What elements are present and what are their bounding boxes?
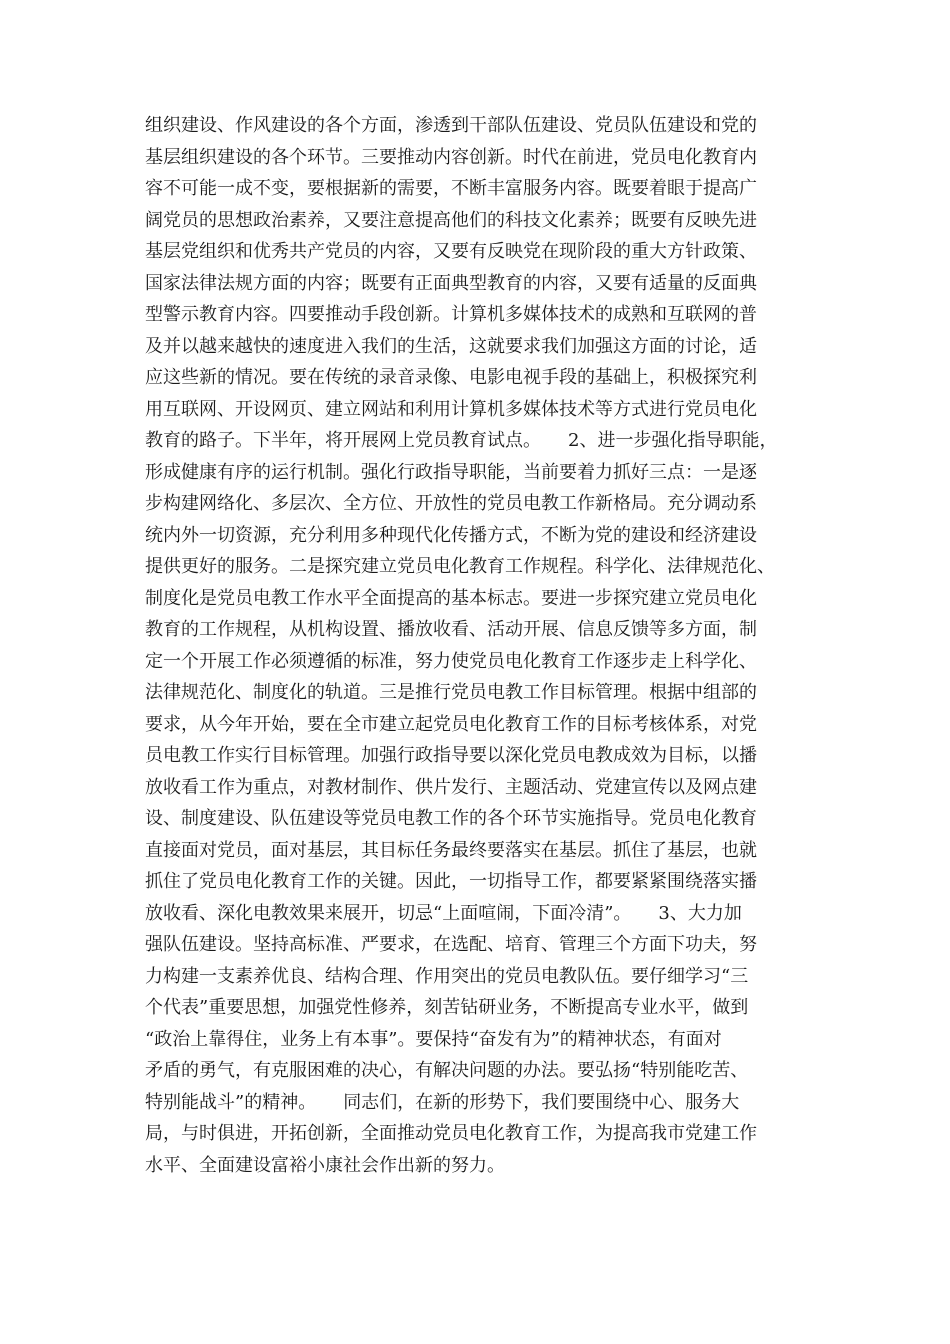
text-line: 提供更好的服务。二是探究建立党员电化教育工作规程。科学化、法律规范化、: [145, 556, 775, 577]
text-line: 应这些新的情况。要在传统的录音录像、电影电视手段的基础上，积极探究利: [145, 367, 757, 388]
text-line: 法律规范化、制度化的轨道。三是推行党员电教工作目标管理。根据中组部的: [145, 682, 757, 703]
text-line: 国家法律法规方面的内容；既要有正面典型教育的内容，又要有适量的反面典: [145, 272, 757, 294]
text-line: “政治上靠得住，业务上有本事”。要保持“奋发有为”的精神状态，有面对: [145, 1028, 722, 1050]
text-line: 用互联网、开设网页、建立网站和利用计算机多媒体技术等方式进行党员电化: [145, 398, 757, 420]
text-line: 阔党员的思想政治素养，又要注意提高他们的科技文化素养；既要有反映先进: [145, 209, 757, 231]
text-line: 教育的路子。下半年，将开展网上党员教育试点。 2、进一步强化指导职能，: [145, 430, 778, 451]
text-line: 抓住了党员电化教育工作的关键。因此，一切指导工作，都要紧紧围绕落实播: [145, 871, 757, 892]
text-line: 个代表”重要思想，加强党性修养，刻苦钻研业务，不断提高专业水平，做到: [145, 997, 749, 1018]
text-line: 步构建网络化、多层次、全方位、开放性的党员电教工作新格局。充分调动系: [145, 493, 757, 514]
text-line: 特别能战斗”的精神。 同志们，在新的形势下，我们要围绕中心、服务大: [145, 1091, 740, 1113]
text-line: 力构建一支素养优良、结构合理、作用突出的党员电教队伍。要仔细学习“三: [145, 965, 749, 987]
text-line: 统内外一切资源，充分利用多种现代化传播方式，不断为党的建设和经济建设: [145, 524, 757, 546]
text-line: 设、制度建设、队伍建设等党员电教工作的各个环节实施指导。党员电化教育: [145, 808, 757, 829]
text-line: 型警示教育内容。四要推动手段创新。计算机多媒体技术的成熟和互联网的普: [145, 304, 757, 325]
text-line: 定一个开展工作必须遵循的标准，努力使党员电化教育工作逐步走上科学化、: [145, 650, 757, 672]
text-line: 组织建设、作风建设的各个方面，渗透到干部队伍建设、党员队伍建设和党的: [145, 115, 757, 136]
text-line: 制度化是党员电教工作水平全面提高的基本标志。要进一步探究建立党员电化: [145, 587, 757, 609]
text-line: 强队伍建设。坚持高标准、严要求，在选配、培育、管理三个方面下功夫，努: [145, 934, 757, 955]
text-line: 矛盾的勇气，有克服困难的决心，有解决问题的办法。要弘扬“特别能吃苦、: [145, 1060, 749, 1081]
text-line: 直接面对党员，面对基层，其目标任务最终要落实在基层。抓住了基层，也就: [145, 839, 757, 861]
text-line: 形成健康有序的运行机制。强化行政指导职能，当前要着力抓好三点：一是逐: [145, 461, 757, 483]
text-line: 教育的工作规程，从机构设置、播放收看、活动开展、信息反馈等多方面，制: [145, 619, 757, 640]
text-line: 基层党组织和优秀共产党员的内容，又要有反映党在现阶段的重大方针政策、: [145, 241, 757, 262]
text-line: 局，与时俱进，开拓创新，全面推动党员电化教育工作，为提高我市党建工作: [145, 1123, 757, 1144]
text-line: 员电教工作实行目标管理。加强行政指导要以深化党员电教成效为目标，以播: [145, 745, 757, 766]
text-line: 放收看工作为重点，对教材制作、供片发行、主题活动、党建宣传以及网点建: [145, 776, 757, 798]
text-line: 及并以越来越快的速度进入我们的生活，这就要求我们加强这方面的讨论，适: [145, 335, 757, 357]
text-line: 基层组织建设的各个环节。三要推动内容创新。时代在前进，党员电化教育内: [145, 146, 757, 168]
text-line: 水平、全面建设富裕小康社会作出新的努力。: [145, 1154, 505, 1176]
text-line: 容不可能一成不变，要根据新的需要，不断丰富服务内容。既要着眼于提高广: [145, 178, 757, 199]
text-line: 放收看、深化电教效果来展开，切忌“上面喧闹，下面冷清”。 3、大力加: [145, 902, 742, 924]
text-line: 要求，从今年开始，要在全市建立起党员电化教育工作的目标考核体系，对党: [145, 713, 757, 735]
body-text: [145, 110, 817, 1181]
